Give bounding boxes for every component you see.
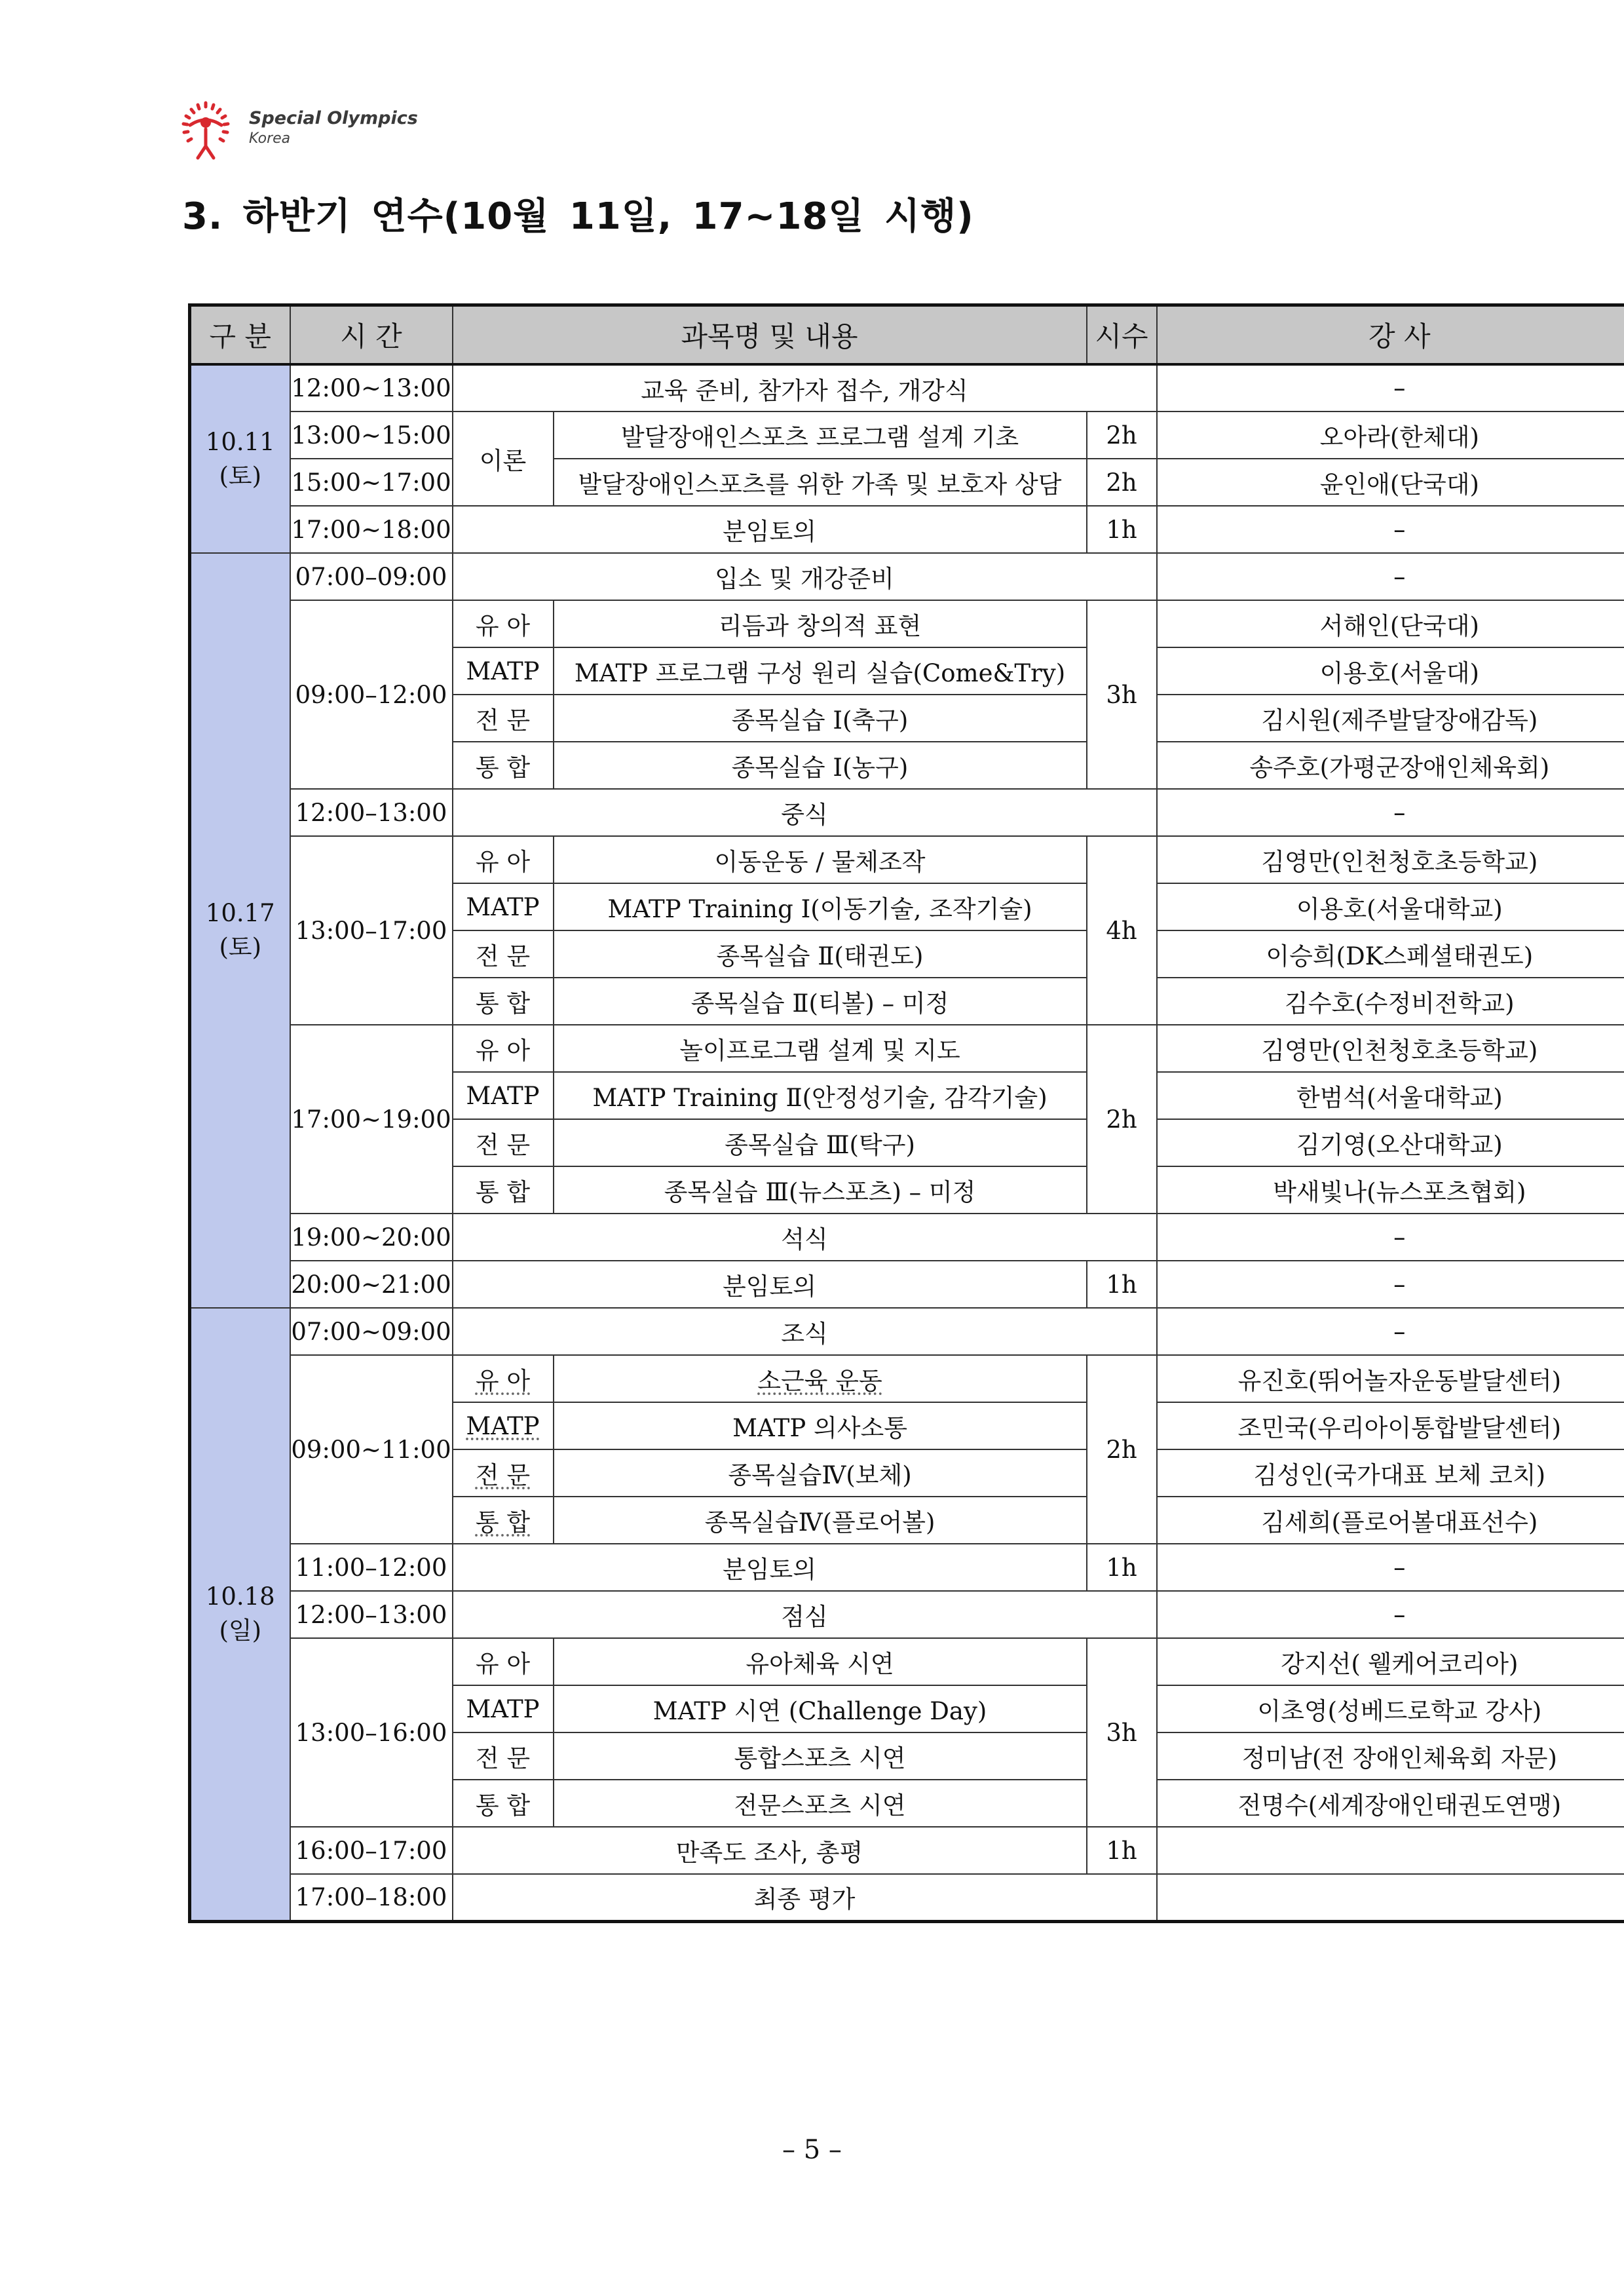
- track-cell: 통 합: [453, 1780, 554, 1827]
- track-cell: MATP: [453, 1072, 554, 1119]
- track-cell: 유 아: [453, 836, 554, 883]
- date-cell-1017: [190, 553, 290, 1308]
- instructor-cell: 김수호(수정비전학교): [1157, 978, 1624, 1025]
- table-row: [190, 1544, 1624, 1591]
- instructor-cell: [1157, 1874, 1624, 1921]
- instructor-cell: 오아라(한체대): [1157, 411, 1624, 459]
- instructor-cell: 이용호(서울대): [1157, 647, 1624, 695]
- instructor-cell: 조민국(우리아이통합발달센터): [1157, 1402, 1624, 1449]
- instructor-cell: 이용호(서울대학교): [1157, 883, 1624, 930]
- instructor-cell: 이승희(DK스페셜태권도): [1157, 930, 1624, 978]
- track-cell: MATP: [453, 1685, 554, 1732]
- subject-cell: 분임토의: [453, 1261, 1087, 1308]
- hours-cell: 2h: [1087, 459, 1157, 506]
- instructor-cell: 송주호(가평군장애인체육회): [1157, 742, 1624, 789]
- subject-cell: 교육 준비, 참가자 접수, 개강식: [453, 364, 1157, 411]
- time-cell: 07:00–09:00: [290, 553, 453, 600]
- weekday-label: (토): [219, 933, 262, 961]
- time-cell: 17:00~18:00: [290, 506, 453, 553]
- subject-cell: 놀이프로그램 설계 및 지도: [554, 1025, 1087, 1072]
- instructor-cell: –: [1157, 1544, 1624, 1591]
- table-row: [190, 1874, 1624, 1921]
- logo-title: Special Olympics: [249, 108, 418, 128]
- table-row: [190, 1261, 1624, 1308]
- track-cell: MATP: [453, 647, 554, 695]
- subject-cell: 조식: [453, 1308, 1157, 1355]
- subject-cell: 중식: [453, 789, 1157, 836]
- instructor-cell: –: [1157, 1591, 1624, 1638]
- date-label: 10.11: [205, 427, 275, 456]
- subject-cell: 리듬과 창의적 표현: [554, 600, 1087, 647]
- table-row: [190, 506, 1624, 553]
- instructor-cell: 김시원(제주발달장애감독): [1157, 695, 1624, 742]
- logo-subtitle: Korea: [249, 130, 291, 147]
- table-row: [190, 836, 1624, 883]
- subject-cell: 점심: [453, 1591, 1157, 1638]
- subject-cell: MATP 프로그램 구성 원리 실습(Come&Try): [554, 647, 1087, 695]
- time-cell: 09:00–12:00: [290, 600, 453, 789]
- table-row: [190, 789, 1624, 836]
- subject-cell: 발달장애인스포츠를 위한 가족 및 보호자 상담: [554, 459, 1087, 506]
- table-row: [190, 459, 1624, 506]
- subject-cell: 종목실습Ⅳ(플로어볼): [554, 1497, 1087, 1544]
- instructor-cell: –: [1157, 1214, 1624, 1261]
- instructor-cell: 김영만(인천청호초등학교): [1157, 836, 1624, 883]
- subject-cell: [554, 1355, 1087, 1402]
- track-cell: MATP: [453, 883, 554, 930]
- instructor-cell: 전명수(세계장애인태권도연맹): [1157, 1780, 1624, 1827]
- subject-cell: 종목실습 Ⅱ(티볼) – 미정: [554, 978, 1087, 1025]
- hours-cell: 1h: [1087, 1544, 1157, 1591]
- subject-cell: 발달장애인스포츠 프로그램 설계 기초: [554, 411, 1087, 459]
- hours-cell: 1h: [1087, 506, 1157, 553]
- instructor-cell: –: [1157, 364, 1624, 411]
- instructor-cell: 박새빛나(뉴스포츠협회): [1157, 1166, 1624, 1214]
- instructor-cell: 이초영(성베드로학교 강사): [1157, 1685, 1624, 1732]
- instructor-cell: 김성인(국가대표 보체 코치): [1157, 1449, 1624, 1497]
- table-row: [190, 1025, 1624, 1072]
- subject-cell: 종목실습 Ⅱ(태권도): [554, 930, 1087, 978]
- table-row: [190, 553, 1624, 600]
- time-cell: 07:00~09:00: [290, 1308, 453, 1355]
- time-cell: 17:00–18:00: [290, 1874, 453, 1921]
- table-row: [190, 1214, 1624, 1261]
- instructor-cell: 유진호(뛰어놀자운동발달센터): [1157, 1355, 1624, 1402]
- instructor-cell: 한범석(서울대학교): [1157, 1072, 1624, 1119]
- hours-cell: 2h: [1087, 1025, 1157, 1214]
- hours-cell: 3h: [1087, 600, 1157, 789]
- subject-cell: 최종 평가: [453, 1874, 1157, 1921]
- time-cell: 09:00~11:00: [290, 1355, 453, 1544]
- track-cell: 통 합: [453, 1166, 554, 1214]
- date-label: 10.17: [205, 899, 275, 927]
- weekday-label: (일): [219, 1617, 262, 1645]
- track-cell: 통 합: [453, 978, 554, 1025]
- section-heading: 3. 하반기 연수(10월 11일, 17~18일 시행): [182, 195, 974, 238]
- instructor-cell: –: [1157, 506, 1624, 553]
- table-row: [190, 1638, 1624, 1685]
- time-cell: 13:00–17:00: [290, 836, 453, 1025]
- subject-cell: 종목실습 Ⅲ(탁구): [554, 1119, 1087, 1166]
- date-cell-1018: [190, 1308, 290, 1921]
- instructor-cell: [1157, 1827, 1624, 1874]
- subject-cell: 종목실습 Ⅲ(뉴스포츠) – 미정: [554, 1166, 1087, 1214]
- track-cell: 전 문: [453, 1119, 554, 1166]
- table-row: [190, 1827, 1624, 1874]
- track-label: 통 합: [475, 1508, 531, 1537]
- track-cell: 유 아: [453, 1638, 554, 1685]
- instructor-cell: 강지선( 웰케어코리아): [1157, 1638, 1624, 1685]
- track-cell: [453, 1355, 554, 1402]
- instructor-cell: –: [1157, 553, 1624, 600]
- header-subject: 과목명 및 내용: [453, 305, 1087, 365]
- special-olympics-emblem-icon: [172, 95, 240, 164]
- date-label: 10.18: [205, 1582, 275, 1611]
- track-cell: [453, 1449, 554, 1497]
- subject-cell: 종목실습 Ⅰ(축구): [554, 695, 1087, 742]
- track-cell: 유 아: [453, 1025, 554, 1072]
- hours-cell: 2h: [1087, 1355, 1157, 1544]
- hours-cell: 4h: [1087, 836, 1157, 1025]
- track-cell: 전 문: [453, 1732, 554, 1780]
- time-cell: 13:00~15:00: [290, 411, 453, 459]
- instructor-cell: –: [1157, 1308, 1624, 1355]
- special-olympics-logo: [172, 95, 447, 167]
- subject-cell: 통합스포츠 시연: [554, 1732, 1087, 1780]
- time-cell: 12:00~13:00: [290, 364, 453, 411]
- instructor-cell: 김기영(오산대학교): [1157, 1119, 1624, 1166]
- weekday-label: (토): [219, 461, 262, 490]
- date-cell-1011: [190, 364, 290, 553]
- time-cell: 12:00–13:00: [290, 789, 453, 836]
- time-cell: 20:00~21:00: [290, 1261, 453, 1308]
- instructor-cell: –: [1157, 1261, 1624, 1308]
- subject-cell: 분임토의: [453, 506, 1087, 553]
- instructor-cell: –: [1157, 789, 1624, 836]
- hours-cell: 1h: [1087, 1827, 1157, 1874]
- subject-cell: 전문스포츠 시연: [554, 1780, 1087, 1827]
- table-row: [190, 1591, 1624, 1638]
- instructor-cell: 김영만(인천청호초등학교): [1157, 1025, 1624, 1072]
- subject-cell: 종목실습 Ⅰ(농구): [554, 742, 1087, 789]
- subject-cell: 석식: [453, 1214, 1157, 1261]
- track-cell: 통 합: [453, 742, 554, 789]
- track-cell: [453, 1402, 554, 1449]
- subject-cell: MATP 의사소통: [554, 1402, 1087, 1449]
- time-cell: 17:00~19:00: [290, 1025, 453, 1214]
- instructor-cell: 정미남(전 장애인체육회 자문): [1157, 1732, 1624, 1780]
- subject-cell: MATP 시연 (Challenge Day): [554, 1685, 1087, 1732]
- table-header-row: [190, 305, 1624, 365]
- hours-cell: 3h: [1087, 1638, 1157, 1827]
- table-row: [190, 364, 1624, 411]
- track-cell: 유 아: [453, 600, 554, 647]
- instructor-cell: 윤인애(단국대): [1157, 459, 1624, 506]
- track-theory: 이론: [453, 411, 554, 506]
- header-instructor: 강 사: [1157, 305, 1624, 365]
- hours-cell: 2h: [1087, 411, 1157, 459]
- hours-cell: 1h: [1087, 1261, 1157, 1308]
- track-cell: [453, 1497, 554, 1544]
- track-label: 유 아: [475, 1367, 531, 1395]
- time-cell: 11:00–12:00: [290, 1544, 453, 1591]
- track-cell: 전 문: [453, 695, 554, 742]
- subject-cell: 만족도 조사, 총평: [453, 1827, 1087, 1874]
- table-row: [190, 1355, 1624, 1402]
- header-time: 시 간: [290, 305, 453, 365]
- subject-cell: 종목실습Ⅳ(보체): [554, 1449, 1087, 1497]
- table-row: [190, 411, 1624, 459]
- subject-cell: MATP Training Ⅱ(안정성기술, 감각기술): [554, 1072, 1087, 1119]
- subject-cell: 이동운동 / 물체조작: [554, 836, 1087, 883]
- instructor-cell: 서해인(단국대): [1157, 600, 1624, 647]
- subject-cell: 분임토의: [453, 1544, 1087, 1591]
- time-cell: 16:00–17:00: [290, 1827, 453, 1874]
- page-number: – 5 –: [782, 2135, 842, 2165]
- table-row: [190, 1308, 1624, 1355]
- track-label: MATP: [466, 1411, 540, 1440]
- track-cell: 전 문: [453, 930, 554, 978]
- subject-label: 소근육 운동: [757, 1367, 882, 1395]
- subject-cell: 유아체육 시연: [554, 1638, 1087, 1685]
- header-hours: 시수: [1087, 305, 1157, 365]
- instructor-cell: 김세희(플로어볼대표선수): [1157, 1497, 1624, 1544]
- subject-cell: MATP Training Ⅰ(이동기술, 조작기술): [554, 883, 1087, 930]
- time-cell: 15:00~17:00: [290, 459, 453, 506]
- subject-cell: 입소 및 개강준비: [453, 553, 1157, 600]
- time-cell: 19:00~20:00: [290, 1214, 453, 1261]
- header-gubun: 구 분: [190, 305, 290, 365]
- table-row: [190, 600, 1624, 647]
- track-label: 전 문: [475, 1461, 531, 1489]
- time-cell: 13:00–16:00: [290, 1638, 453, 1827]
- schedule-table: [188, 303, 1624, 1923]
- time-cell: 12:00–13:00: [290, 1591, 453, 1638]
